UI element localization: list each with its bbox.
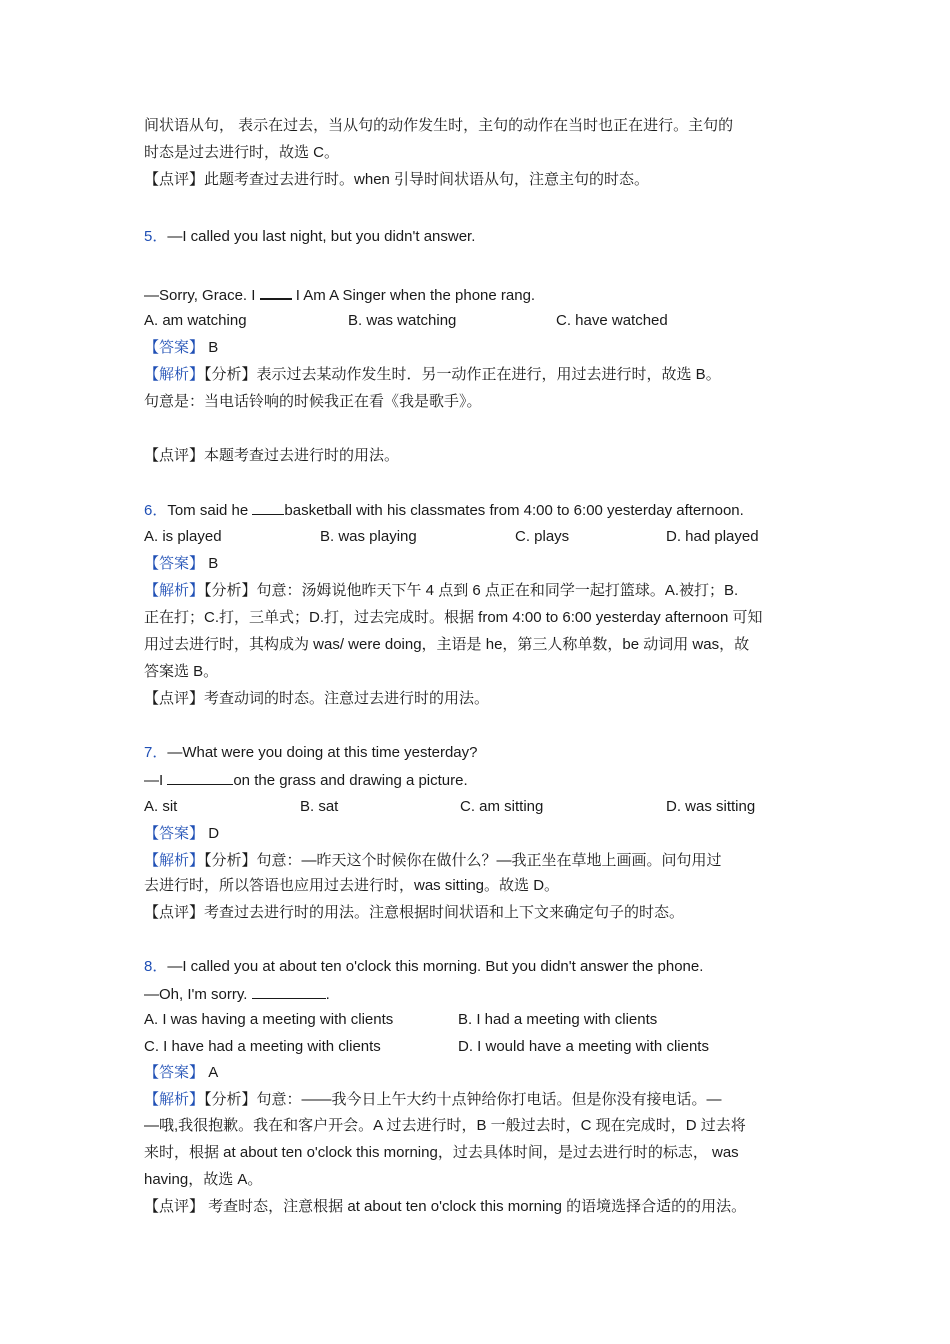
comment-tag: 【点评】 <box>144 904 205 921</box>
comment-tag: 【点评】 <box>144 690 205 707</box>
q5-option-b: B. was watching <box>348 312 457 329</box>
q5-comment <box>144 446 399 466</box>
answer-blank <box>167 770 233 785</box>
answer-blank <box>252 500 284 515</box>
q7-analysis-line-2: 去进行时，所以答语也应用过去进行时，was sitting。故选 D。 <box>144 877 560 894</box>
analysis-tag: 【解析】 <box>144 366 205 383</box>
stem-text-pre: —Oh, I'm sorry. <box>144 986 252 1003</box>
q7-option-a: A. sit <box>144 798 178 815</box>
comment-text: 考查动词的时态。注意过去进行时的用法。 <box>204 690 490 707</box>
comment-text: 本题考查过去进行时的用法。 <box>204 447 400 464</box>
q8-option-c: C. I have had a meeting with clients <box>144 1038 381 1055</box>
q6-comment <box>144 689 489 709</box>
q8-analysis-line-4: having，故选 A。 <box>144 1171 263 1188</box>
comment-tag: 【点评】 <box>144 447 205 464</box>
q5-answer <box>144 338 218 358</box>
q8-option-d: D. I would have a meeting with clients <box>458 1038 709 1055</box>
stem-text: —What were you doing at this time yesterday? <box>167 744 478 761</box>
q8-analysis-line-2: —哦,我很抱歉。我在和客户开会。A 过去进行时，B 一般过去时，C 现在完成时，D 过去将 <box>144 1117 746 1134</box>
stem-text: —I called you last night, but you didn't answer. <box>167 228 476 245</box>
stem-text-pre: Tom said he <box>167 502 253 519</box>
q8-comment <box>144 1197 746 1217</box>
analysis-tag: 【解析】 <box>144 852 205 869</box>
q6-analysis-line-3: 用过去进行时，其构成为 was/ were doing，主语是 he，第三人称单数，be 动词用 was，故 <box>144 636 750 653</box>
q6-stem-line-1 <box>144 500 744 521</box>
q5-analysis-line-1 <box>144 365 721 385</box>
q5-option-c: C. have watched <box>556 312 668 329</box>
q7-analysis-line-1 <box>144 851 722 871</box>
question-number: 8． <box>144 958 168 975</box>
q8-analysis-line-3: 来时，根据 at about ten o'clock this morning，过去具体时间，是过去进行时的标志， was <box>144 1144 739 1161</box>
q5-stem-line-2 <box>144 284 535 306</box>
intro-line-2: 时态是过去进行时，故选 C。 <box>144 144 340 161</box>
comment-text: 此题考查过去进行时。when 引导时间状语从句，注意主句的时态。 <box>204 171 650 188</box>
q6-option-c: C. plays <box>515 528 570 545</box>
q6-option-a: A. is played <box>144 528 222 545</box>
comment-tag: 【点评】 <box>144 1198 205 1215</box>
analysis-text: 【分析】表示过去某动作发生时．另一动作正在进行，用过去进行时，故选 B。 <box>204 366 721 383</box>
q7-option-b: B. sat <box>300 798 339 815</box>
stem-text-post: basketball with his classmates from 4:00 to 6:00 yesterday afternoon. <box>284 502 744 519</box>
answer-value: A <box>208 1064 219 1081</box>
intro-comment <box>144 170 649 190</box>
analysis-text: 【分析】句意：——我今日上午大约十点钟给你打电话。但是你没有接电话。— <box>204 1091 722 1108</box>
q8-stem-line-1 <box>144 957 703 977</box>
q7-stem-line-1 <box>144 743 478 763</box>
q6-answer <box>144 554 218 574</box>
q7-answer <box>144 824 219 844</box>
stem-text-post: I Am A Singer when the phone rang. <box>291 287 536 304</box>
answer-blank <box>260 284 292 300</box>
q6-option-d: D. had played <box>666 528 759 545</box>
q8-option-b: B. I had a meeting with clients <box>458 1011 658 1028</box>
q5-analysis-line-2: 句意是：当电话铃响的时候我正在看《我是歌手》。 <box>144 393 482 410</box>
comment-text: 考查时态，注意根据 at about ten o'clock this morning 的语境选择合适的的用法。 <box>204 1198 747 1215</box>
question-number: 6． <box>144 502 168 519</box>
q8-option-a: A. I was having a meeting with clients <box>144 1011 394 1028</box>
question-number: 5． <box>144 228 168 245</box>
q8-answer <box>144 1063 218 1083</box>
analysis-text: 【分析】句意：—昨天这个时候你在做什么？—我正坐在草地上画画。问句用过 <box>204 852 722 869</box>
answer-tag: 【答案】 <box>144 825 205 842</box>
answer-tag: 【答案】 <box>144 1064 205 1081</box>
answer-blank <box>252 984 326 999</box>
q6-analysis-line-1 <box>144 581 738 601</box>
answer-value: B <box>208 555 219 572</box>
q6-analysis-line-2: 正在打；C.打，三单式；D.打，过去完成时。根据 from 4:00 to 6:00 yesterday afternoon 可知 <box>144 609 763 626</box>
q5-option-a: A. am watching <box>144 312 247 329</box>
q7-stem-line-2 <box>144 770 468 791</box>
q7-option-c: C. am sitting <box>460 798 544 815</box>
q5-stem-line-1 <box>144 227 475 247</box>
q8-analysis-line-1 <box>144 1090 722 1110</box>
q7-option-d: D. was sitting <box>666 798 756 815</box>
answer-value: D <box>208 825 220 842</box>
stem-text-pre: —Sorry, Grace. I <box>144 287 260 304</box>
stem-text-post: on the grass and drawing a picture. <box>233 772 468 789</box>
q8-stem-line-2 <box>144 984 330 1005</box>
comment-text: 考查过去进行时的用法。注意根据时间状语和上下文来确定句子的时态。 <box>204 904 685 921</box>
analysis-tag: 【解析】 <box>144 582 205 599</box>
answer-tag: 【答案】 <box>144 555 205 572</box>
stem-text: —I called you at about ten o'clock this morning. But you didn't answer the phone. <box>167 958 704 975</box>
q6-option-b: B. was playing <box>320 528 417 545</box>
q7-comment <box>144 903 684 923</box>
stem-text-pre: —I <box>144 772 168 789</box>
q6-analysis-line-4: 答案选 B。 <box>144 663 219 680</box>
analysis-tag: 【解析】 <box>144 1091 205 1108</box>
intro-line-1: 间状语从句， 表示在过去，当从句的动作发生时，主句的动作在当时也正在进行。主句的 <box>144 117 734 134</box>
stem-text-post: . <box>325 986 330 1003</box>
comment-tag: 【点评】 <box>144 171 205 188</box>
answer-value: B <box>208 339 219 356</box>
question-number: 7． <box>144 744 168 761</box>
answer-tag: 【答案】 <box>144 339 205 356</box>
analysis-text: 【分析】句意：汤姆说他昨天下午 4 点到 6 点正在和同学一起打篮球。A.被打；B. <box>204 582 739 599</box>
